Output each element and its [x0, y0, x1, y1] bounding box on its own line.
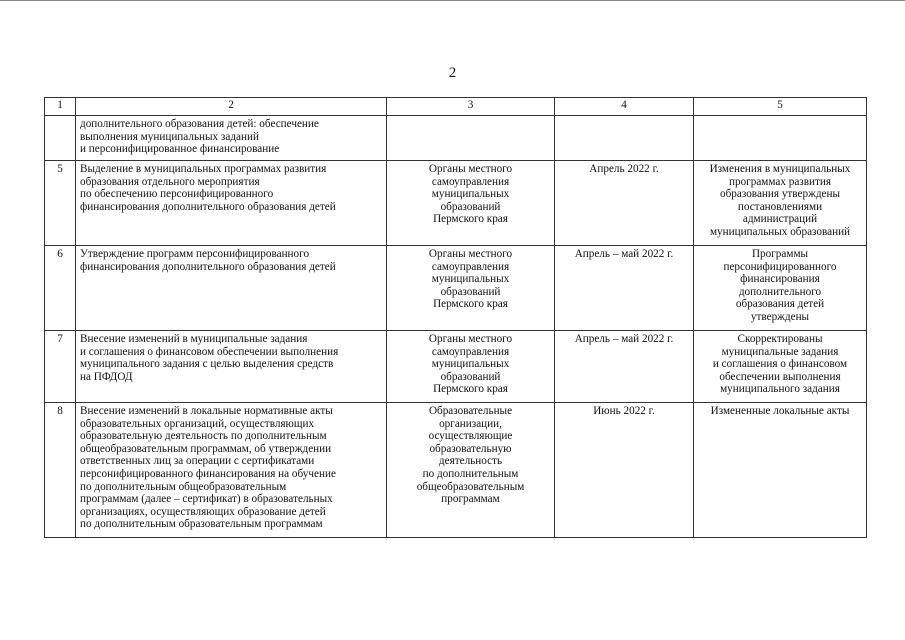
activity-cell: Внесение изменений в муниципальные задания и соглашения о финансовом обеспечении выполнения муниципального задания с целью выделения средств на ПФДОД [76, 331, 387, 403]
executor-cell: Органы местного самоуправления муниципальных образований Пермского края [387, 246, 555, 331]
table-row [45, 331, 867, 403]
page-top-border [0, 0, 905, 1]
row-number-cell: 6 [45, 246, 76, 331]
executor-cell: Органы местного самоуправления муниципальных образований Пермского края [387, 161, 555, 246]
row-number-cell [45, 116, 76, 161]
activity-cell: Внесение изменений в локальные нормативные акты образовательных организаций, осуществляющих образовательную деятельность по дополнительным общеобразовательным программам, об утверждении ответственных лиц за операции с сертификатами персонифицированного финансирования на обучение по дополнительным общеобразовательным программам (далее – сертификат) в образовательных организациях, осуществляющих образование детей по дополнительным образовательным программам [76, 403, 387, 538]
table-row [45, 161, 867, 246]
deadline-cell: Апрель – май 2022 г. [555, 246, 694, 331]
row-number-cell: 7 [45, 331, 76, 403]
table-row [45, 246, 867, 331]
header-col-1: 1 [45, 98, 76, 116]
row-number-cell: 5 [45, 161, 76, 246]
header-col-4: 4 [555, 98, 694, 116]
header-col-5: 5 [694, 98, 867, 116]
result-cell: Изменения в муниципальных программах развития образования утверждены постановлениями администраций муниципальных образований [694, 161, 867, 246]
result-cell: Скорректированы муниципальные задания и соглашения о финансовом обеспечении выполнения муниципального задания [694, 331, 867, 403]
header-col-3: 3 [387, 98, 555, 116]
activity-cell: Утверждение программ персонифицированного финансирования дополнительного образования детей [76, 246, 387, 331]
executor-cell: Образовательные организации, осуществляющие образовательную деятельность по дополнительным общеобразовательным программам [387, 403, 555, 538]
activity-cell: Выделение в муниципальных программах развития образования отдельного мероприятия по обеспечению персонифицированного финансирования дополнительного образования детей [76, 161, 387, 246]
row-number-cell: 8 [45, 403, 76, 538]
page-number: 2 [448, 65, 457, 81]
table-row [45, 116, 867, 161]
deadline-cell [555, 116, 694, 161]
plan-table [44, 97, 867, 538]
result-cell: Измененные локальные акты [694, 403, 867, 538]
header-col-2: 2 [76, 98, 387, 116]
executor-cell [387, 116, 555, 161]
deadline-cell: Апрель – май 2022 г. [555, 331, 694, 403]
table-row [45, 403, 867, 538]
table-header-row [45, 98, 867, 116]
result-cell [694, 116, 867, 161]
deadline-cell: Июнь 2022 г. [555, 403, 694, 538]
executor-cell: Органы местного самоуправления муниципальных образований Пермского края [387, 331, 555, 403]
activity-cell: дополнительного образования детей: обеспечение выполнения муниципальных заданий и персонифицированное финансирование [76, 116, 387, 161]
deadline-cell: Апрель 2022 г. [555, 161, 694, 246]
result-cell: Программы персонифицированного финансирования дополнительного образования детей утверждены [694, 246, 867, 331]
